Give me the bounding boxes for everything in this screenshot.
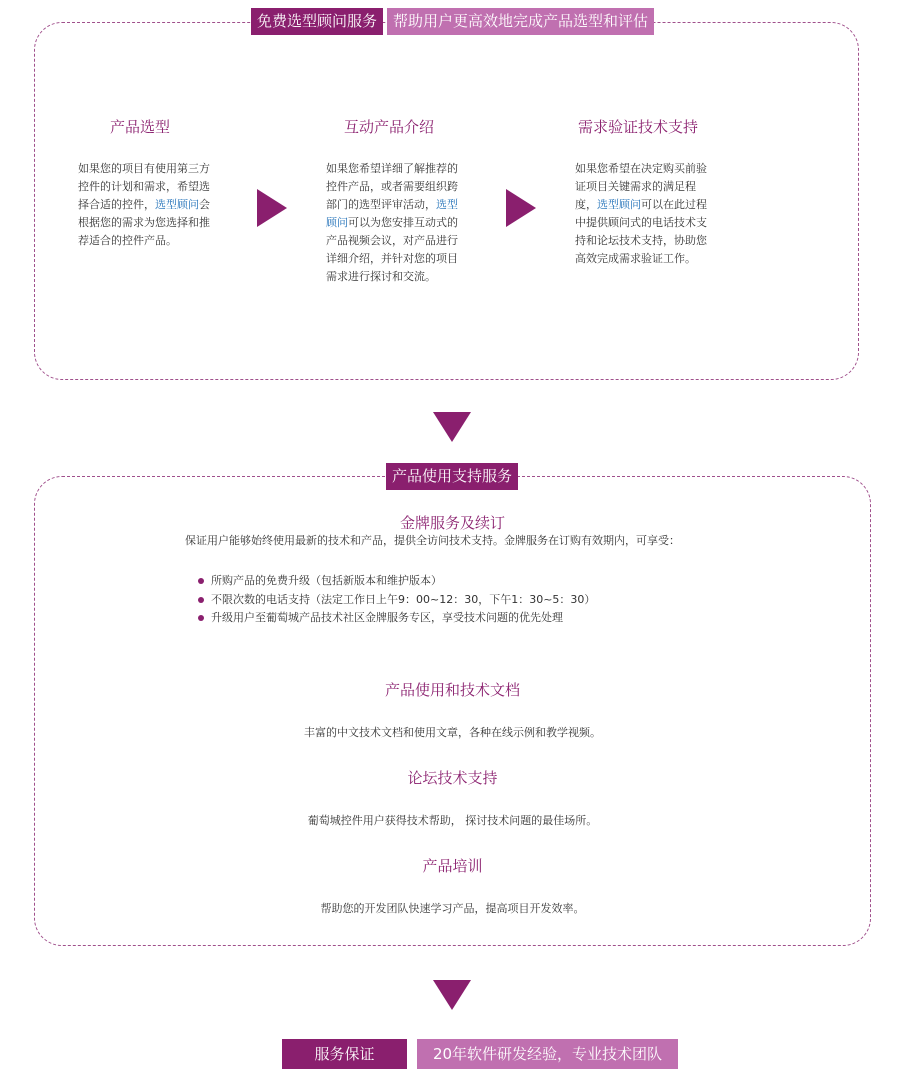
bullet-icon bbox=[198, 578, 204, 584]
list-item: 不限次数的电话支持（法定工作日上午9：00~12：30，下午1：30~5：30） bbox=[196, 591, 595, 610]
selection-consulting-tag: 免费选型顾问服务 bbox=[251, 8, 383, 35]
gold-service-intro: 保证用户能够始终使用最新的技术和产品，提供全访问技术支持。金牌服务在订购有效期内，可享受： bbox=[185, 534, 680, 547]
gold-service-title: 金牌服务及续订 bbox=[399, 514, 505, 532]
arrow-right-icon bbox=[257, 189, 287, 227]
docs-text: 丰富的中文技术文档和使用文章，各种在线示例和教学视频。 bbox=[304, 726, 601, 739]
requirement-verification-title: 需求验证技术支持 bbox=[578, 118, 699, 136]
selection-advisor-link[interactable]: 选型顾问 bbox=[597, 198, 641, 211]
forum-support-text: 葡萄城控件用户获得技术帮助， 探讨技术问题的最佳场所。 bbox=[307, 814, 598, 827]
selection-consulting-subtitle: 帮助用户更高效地完成产品选型和评估 bbox=[387, 8, 654, 35]
training-title: 产品培训 bbox=[422, 857, 483, 875]
arrow-down-icon bbox=[433, 412, 471, 442]
forum-support-title: 论坛技术支持 bbox=[407, 769, 498, 787]
list-item: 升级用户至葡萄城产品技术社区金牌服务专区，享受技术问题的优先处理 bbox=[196, 609, 595, 628]
training-text: 帮助您的开发团队快速学习产品，提高项目开发效率。 bbox=[320, 902, 585, 915]
experience-tag: 20年软件研发经验，专业技术团队 bbox=[417, 1039, 678, 1069]
docs-title: 产品使用和技术文档 bbox=[384, 681, 520, 699]
gold-service-benefits bbox=[196, 572, 595, 628]
interactive-intro-title: 互动产品介绍 bbox=[344, 118, 435, 136]
bullet-icon bbox=[198, 615, 204, 621]
product-support-tag: 产品使用支持服务 bbox=[386, 463, 518, 490]
requirement-verification-text: 如果您希望在决定购买前验证项目关键需求的满足程度，选型顾问可以在此过程中提供顾问式的电话技术支持和论坛技术支持，协助您高效完成需求验证工作。 bbox=[575, 162, 707, 265]
bullet-icon bbox=[198, 597, 204, 603]
product-selection-text: 如果您的项目有使用第三方控件的计划和需求，希望选择合适的控件，选型顾问会根据您的需求为您选择和推荐适合的控件产品。 bbox=[78, 162, 210, 247]
product-selection-title: 产品选型 bbox=[110, 118, 171, 136]
list-item: 所购产品的免费升级（包括新版本和维护版本） bbox=[196, 572, 595, 591]
selection-advisor-link[interactable]: 选型顾问 bbox=[326, 198, 458, 229]
selection-advisor-link[interactable]: 选型顾问 bbox=[155, 198, 199, 211]
arrow-right-icon bbox=[506, 189, 536, 227]
arrow-down-icon bbox=[433, 980, 471, 1010]
interactive-intro-text: 如果您希望详细了解推荐的控件产品，或者需要组织跨部门的选型评审活动，选型顾问可以为您安排互动式的产品视频会议，对产品进行详细介绍，并针对您的项目需求进行探讨和交流。 bbox=[326, 162, 458, 283]
service-guarantee-tag: 服务保证 bbox=[282, 1039, 407, 1069]
